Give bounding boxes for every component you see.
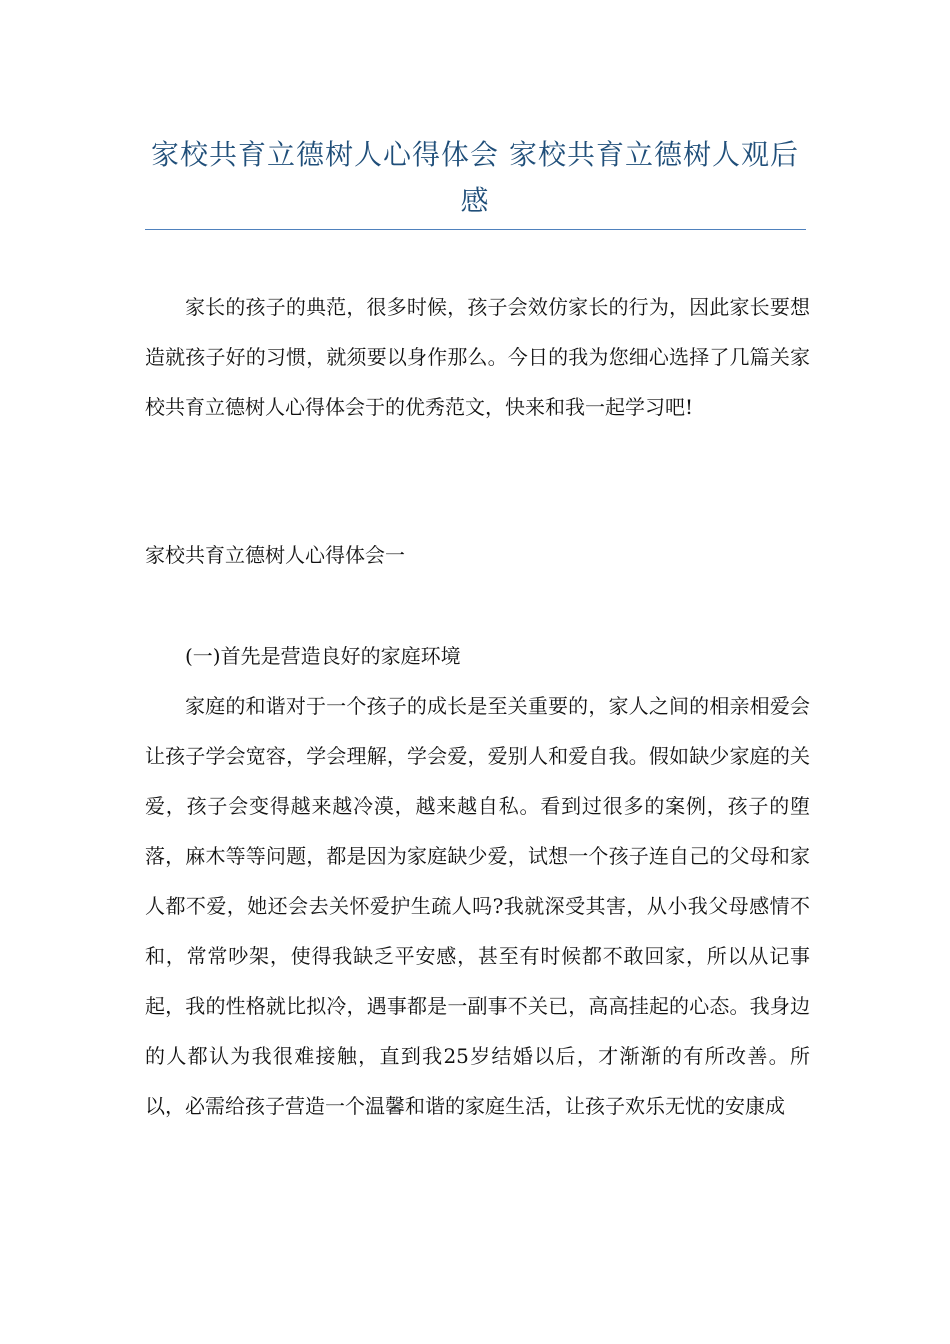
body-paragraph: 家庭的和谐对于一个孩子的成长是至关重要的，家人之间的相亲相爱会让孩子学会宽容，学会理解，学会爱，爱别人和爱自我。假如缺少家庭的关爱，孩子会变得越来越冷漠，越来越自私。看到过很多的案例，孩子的堕落，麻木等等问题，都是因为家庭缺少爱，试想一个孩子连自己的父母和家人都不爱，她还会去关怀爱护生疏人吗?我就深受其害，从小我父母感情不和，常常吵架，使得我缺乏平安感，甚至有时候都不敢回家，所以从记事起，我的性格就比拟冷，遇事都是一副事不关已，高高挂起的心态。我身边的人都认为我很难接触，直到我25岁结婚以后，才渐渐的有所改善。所以，必需给孩子营造一个温馨和谐的家庭生活，让孩子欢乐无忧的安康成 [145, 694, 810, 1118]
title-underline [145, 229, 806, 230]
document-title: 家校共育立德树人心得体会 家校共育立德树人观后感 [151, 138, 799, 217]
section-heading: 家校共育立德树人心得体会一 [145, 543, 405, 567]
intro-paragraph: 家长的孩子的典范，很多时候，孩子会效仿家长的行为，因此家长要想造就孩子好的习惯，就须要以身作那么。今日的我为您细心选择了几篇关家校共育立德树人心得体会于的优秀范文，快来和我一起学习吧! [145, 295, 810, 419]
subheading: (一)首先是营造良好的家庭环境 [185, 644, 461, 668]
